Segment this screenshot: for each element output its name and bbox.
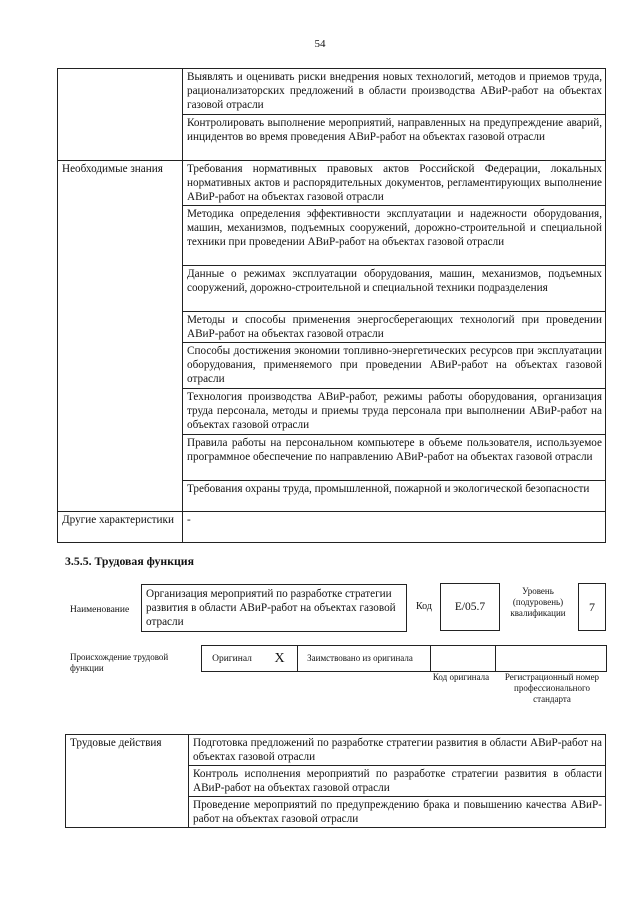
function-name-box: Организация мероприятий по разработке стратегии развития в области АВиР-работ на объектах газовой отрасли — [141, 584, 407, 632]
skill-cell: Контролировать выполнение мероприятий, направленных на предупреждение аварий, инцидентов во время проведения АВиР-работ на объектах газовой отрасли — [183, 115, 606, 161]
origin-box — [201, 645, 607, 672]
knowledge-cell: Требования нормативных правовых актов Российской Федерации, локальных нормативных актов и распорядительных документов, регламентирующих выполнение АВиР-работ на объектах газовой отрасли — [183, 161, 606, 206]
level-label: Уровень (подуровень) квалификации — [510, 586, 566, 618]
other-value: - — [183, 512, 606, 543]
labor-actions-label: Трудовые действия — [66, 735, 189, 828]
knowledge-cell: Технология производства АВиР-работ, режимы работы оборудования, организация труда персонала, методы и приемы труда персонала при выполнении АВиР-работ на объектах газовой отрасли — [183, 389, 606, 435]
skill-cell: Выявлять и оценивать риски внедрения новых технологий, методов и приемов труда, рационализаторских предложений в области производства АВиР-работ на объектах газовой отрасли — [183, 69, 606, 115]
action-cell: Проведение мероприятий по предупреждению брака и повышению качества АВиР-работ на объектах газовой отрасли — [189, 797, 606, 828]
original-mark: X — [274, 650, 285, 666]
table-row — [58, 512, 606, 543]
knowledge-cell: Правила работы на персональном компьютере в объеме пользователя, используемое программное обеспечение по направлению АВиР-работ на объектах газовой отрасли — [183, 435, 606, 481]
level-value-box: 7 — [578, 583, 606, 631]
table-row — [58, 69, 606, 115]
code-label: Код — [416, 601, 432, 612]
empty-label-cell — [58, 69, 183, 161]
action-cell: Подготовка предложений по разработке стратегии развития в области АВиР-работ на объектах газовой отрасли — [189, 735, 606, 766]
labor-actions-table — [65, 734, 606, 828]
function-code-box: E/05.7 — [440, 583, 500, 631]
reg-caption: Регистрационный номер профессионального стандарта — [504, 672, 600, 704]
knowledge-cell: Методика определения эффективности эксплуатации и надежности оборудования, машин, механизмов, подъемных сооружений, дорожно-строительной и специальной техники при проведении АВиР-работ на объектах газовой отрасли — [183, 206, 606, 266]
other-label: Другие характеристики — [58, 512, 183, 543]
page-number: 54 — [314, 38, 326, 50]
divider — [297, 646, 298, 671]
section-title: 3.5.5. Трудовая функция — [65, 554, 194, 568]
divider — [430, 646, 431, 671]
code-caption: Код оригинала — [432, 672, 490, 682]
table-row — [66, 735, 606, 766]
knowledge-label: Необходимые знания — [58, 161, 183, 512]
name-label: Наименование — [70, 605, 130, 615]
knowledge-cell: Методы и способы применения энергосберегающих технологий при проведении АВиР-работ на объектах газовой отрасли — [183, 312, 606, 343]
action-cell: Контроль исполнения мероприятий по разработке стратегии развития в области АВиР-работ на объектах газовой отрасли — [189, 766, 606, 797]
knowledge-cell: Требования охраны труда, промышленной, пожарной и экологической безопасности — [183, 481, 606, 512]
knowledge-cell: Данные о режимах эксплуатации оборудования, машин, механизмов, подъемных сооружений, дорожно-строительной и специальной техники подразделения — [183, 266, 606, 312]
origin-label: Происхождение трудовой функции — [70, 652, 169, 673]
skills-knowledge-table — [57, 68, 606, 543]
original-label: Оригинал — [212, 653, 252, 664]
table-row — [58, 161, 606, 206]
borrowed-label: Заимствовано из оригинала — [307, 653, 413, 663]
knowledge-cell: Способы достижения экономии топливно-энергетических ресурсов при эксплуатации оборудования, применяемого при проведении АВиР-работ на объектах газовой отрасли — [183, 343, 606, 389]
divider — [495, 646, 496, 671]
